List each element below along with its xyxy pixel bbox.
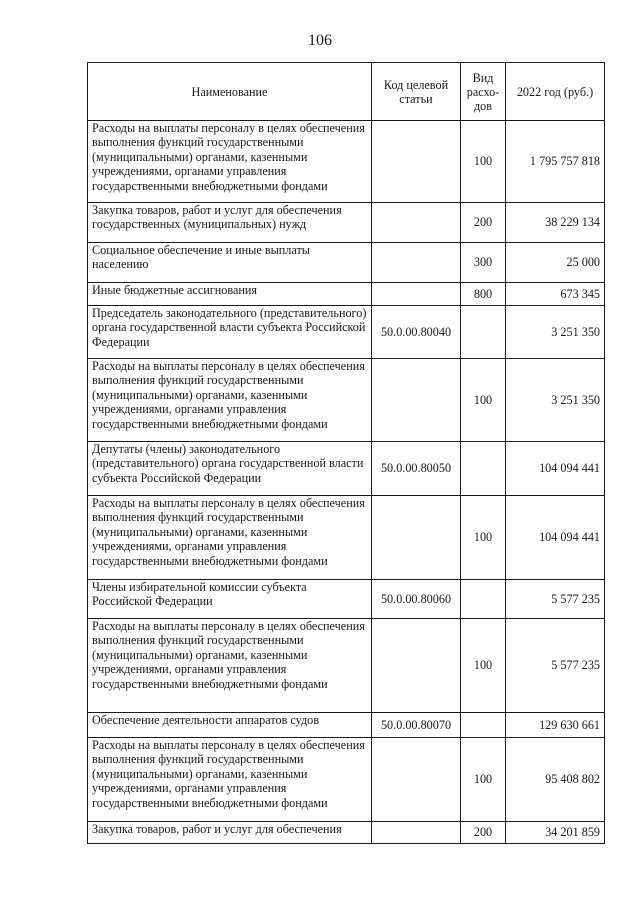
row-name: Обеспечение деятельности аппаратов судов xyxy=(88,713,372,738)
row-kind: 100 xyxy=(461,619,506,713)
header-target-code: Код целевой статьи xyxy=(372,63,461,121)
row-kind: 100 xyxy=(461,121,506,203)
row-amount: 1 795 757 818 xyxy=(506,121,605,203)
row-amount: 3 251 350 xyxy=(506,306,605,359)
row-kind xyxy=(461,442,506,496)
row-amount: 95 408 802 xyxy=(506,738,605,822)
row-name: Иные бюджетные ассигнования xyxy=(88,283,372,306)
row-kind: 100 xyxy=(461,359,506,442)
row-amount: 5 577 235 xyxy=(506,580,605,619)
row-name: Председатель законодательного (представительного) органа государственной власти субъекта Российской Федерации xyxy=(88,306,372,359)
header-expense-kind: Вид расхо-дов xyxy=(461,63,506,121)
table-row xyxy=(88,359,605,442)
row-code xyxy=(372,243,461,283)
row-kind xyxy=(461,580,506,619)
row-kind: 300 xyxy=(461,243,506,283)
row-name: Расходы на выплаты персоналу в целях обеспечения выполнения функций государственными (муниципальными) органами, казенными учреждениями, органами управления государственными внебюджетными фондами xyxy=(88,359,372,442)
header-amount-2022: 2022 год (руб.) xyxy=(506,63,605,121)
row-kind: 800 xyxy=(461,283,506,306)
row-name: Закупка товаров, работ и услуг для обеспечения xyxy=(88,822,372,844)
budget-table xyxy=(87,62,605,844)
row-code: 50.0.00.80070 xyxy=(372,713,461,738)
row-amount: 104 094 441 xyxy=(506,442,605,496)
row-kind xyxy=(461,713,506,738)
row-amount: 3 251 350 xyxy=(506,359,605,442)
table-row xyxy=(88,203,605,243)
row-name: Расходы на выплаты персоналу в целях обеспечения выполнения функций государственными (муниципальными) органами, казенными учреждениями, органами управления государственными внебюджетными фондами xyxy=(88,121,372,203)
table-row xyxy=(88,442,605,496)
row-amount: 38 229 134 xyxy=(506,203,605,243)
row-amount: 34 201 859 xyxy=(506,822,605,844)
row-code xyxy=(372,203,461,243)
row-code xyxy=(372,359,461,442)
row-code xyxy=(372,496,461,580)
row-name: Депутаты (члены) законодательного (представительного) органа государственной власти субъекта Российской Федерации xyxy=(88,442,372,496)
table-row xyxy=(88,713,605,738)
row-kind: 100 xyxy=(461,496,506,580)
table-row xyxy=(88,738,605,822)
row-code xyxy=(372,121,461,203)
row-kind: 200 xyxy=(461,822,506,844)
table-row xyxy=(88,306,605,359)
table-row xyxy=(88,496,605,580)
row-name: Закупка товаров, работ и услуг для обеспечения государственных (муниципальных) нужд xyxy=(88,203,372,243)
row-amount: 25 000 xyxy=(506,243,605,283)
row-code: 50.0.00.80060 xyxy=(372,580,461,619)
row-code xyxy=(372,619,461,713)
row-name: Расходы на выплаты персоналу в целях обеспечения выполнения функций государственными (муниципальными) органами, казенными учреждениями, органами управления государственными внебюджетными фондами xyxy=(88,738,372,822)
table-row xyxy=(88,283,605,306)
row-code xyxy=(372,738,461,822)
row-kind: 200 xyxy=(461,203,506,243)
row-kind xyxy=(461,306,506,359)
table-row xyxy=(88,619,605,713)
table-row xyxy=(88,121,605,203)
row-name: Социальное обеспечение и иные выплаты населению xyxy=(88,243,372,283)
row-kind: 100 xyxy=(461,738,506,822)
row-amount: 5 577 235 xyxy=(506,619,605,713)
row-amount: 129 630 661 xyxy=(506,713,605,738)
row-name: Члены избирательной комиссии субъекта Российской Федерации xyxy=(88,580,372,619)
row-name: Расходы на выплаты персоналу в целях обеспечения выполнения функций государственными (муниципальными) органами, казенными учреждениями, органами управления государственными внебюджетными фондами xyxy=(88,496,372,580)
table-row xyxy=(88,822,605,844)
table-header-row xyxy=(88,63,605,121)
page-number: 106 xyxy=(308,32,332,49)
header-name: Наименование xyxy=(88,63,372,121)
row-code: 50.0.00.80050 xyxy=(372,442,461,496)
row-code xyxy=(372,822,461,844)
table-row xyxy=(88,243,605,283)
row-name: Расходы на выплаты персоналу в целях обеспечения выполнения функций государственными (муниципальными) органами, казенными учреждениями, органами управления государственными внебюджетными фондами xyxy=(88,619,372,713)
row-code: 50.0.00.80040 xyxy=(372,306,461,359)
row-code xyxy=(372,283,461,306)
table-row xyxy=(88,580,605,619)
row-amount: 673 345 xyxy=(506,283,605,306)
row-amount: 104 094 441 xyxy=(506,496,605,580)
